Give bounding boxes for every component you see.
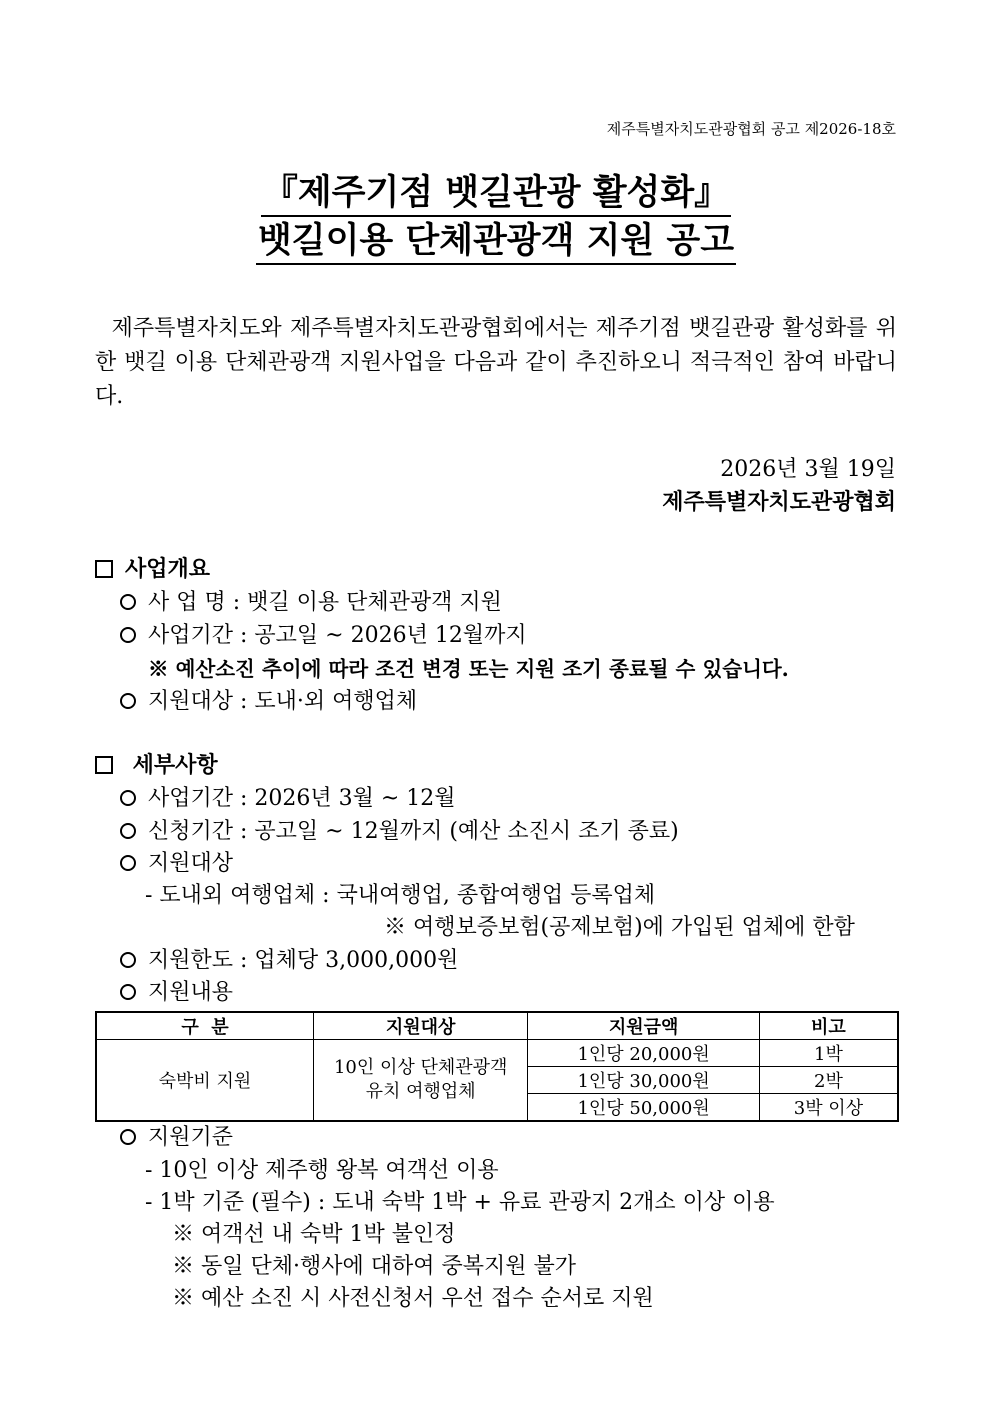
table-row	[96, 1040, 898, 1067]
criteria-label	[120, 1120, 233, 1151]
table-cell-note: 2박	[759, 1067, 898, 1094]
details-target-label	[120, 846, 233, 877]
details-period-text: 사업기간 : 2026년 3월 ~ 12월	[148, 786, 456, 811]
criteria-note-2: ※ 동일 단체·행사에 대하여 중복지원 불가	[172, 1254, 576, 1279]
table-cell-amount: 1인당 50,000원	[528, 1094, 759, 1122]
title-line-1	[0, 165, 992, 215]
details-target-note: ※ 여행보증보험(공제보험)에 가입된 업체에 한함	[384, 915, 855, 940]
overview-item-target-text: 지원대상 : 도내·외 여행업체	[148, 689, 418, 714]
overview-note: ※ 예산소진 추이에 따라 조건 변경 또는 지원 조기 종료될 수 있습니다.	[148, 657, 789, 681]
criteria-note-1: ※ 여객선 내 숙박 1박 불인정	[172, 1222, 456, 1247]
details-apply-period	[120, 814, 679, 845]
details-content-label-text: 지원내용	[148, 980, 234, 1005]
table-cell-amount: 1인당 30,000원	[528, 1067, 759, 1094]
overview-item-period	[120, 618, 527, 649]
details-apply-period-text: 신청기간 : 공고일 ~ 12월까지 (예산 소진시 조기 종료)	[148, 819, 679, 844]
table-header-note: 비고	[759, 1012, 898, 1040]
circle-bullet-icon	[120, 1129, 136, 1145]
support-table	[95, 1011, 899, 1122]
circle-bullet-icon	[120, 693, 136, 709]
circle-bullet-icon	[120, 855, 136, 871]
criteria-line-1: - 10인 이상 제주행 왕복 여객선 이용	[145, 1158, 499, 1183]
circle-bullet-icon	[120, 790, 136, 806]
title-line-2-text: 뱃길이용 단체관광객 지원 공고	[256, 221, 736, 265]
section-details-title: 세부사항	[132, 752, 218, 778]
checkbox-square-icon	[95, 756, 113, 774]
details-content-label	[120, 975, 233, 1006]
details-target-detail: - 도내외 여행업체 : 국내여행업, 종합여행업 등록업체	[145, 883, 656, 908]
intro-text: 제주특별자치도와 제주특별자치도관광협회에서는 제주기점 뱃길관광 활성화를 위한 뱃길 이용 단체관광객 지원사업을 다음과 같이 추진하오니 적극적인 참여 바랍니다.	[95, 316, 897, 409]
table-header-target: 지원대상	[313, 1012, 527, 1040]
details-limit-text: 지원한도 : 업체당 3,000,000원	[148, 948, 459, 973]
circle-bullet-icon	[120, 594, 136, 610]
overview-item-target	[120, 684, 417, 715]
notice-number: 제주특별자치도관광협회 공고 제2026-18호	[606, 120, 896, 138]
criteria-line-2: - 1박 기준 (필수) : 도내 숙박 1박 + 유료 관광지 2개소 이상 이용	[145, 1190, 775, 1215]
table-header-row	[96, 1012, 898, 1040]
table-cell-note: 1박	[759, 1040, 898, 1067]
organization-name: 제주특별자치도관광협회	[662, 489, 896, 515]
section-details-heading	[95, 748, 218, 779]
circle-bullet-icon	[120, 984, 136, 1000]
notice-date: 2026년 3월 19일	[720, 457, 896, 482]
table-header-category: 구 분	[96, 1012, 313, 1040]
criteria-note-3: ※ 예산 소진 시 사전신청서 우선 접수 순서로 지원	[172, 1286, 654, 1311]
circle-bullet-icon	[120, 823, 136, 839]
intro-paragraph	[95, 312, 897, 414]
overview-item-name	[120, 585, 502, 616]
overview-item-name-text: 사 업 명 : 뱃길 이용 단체관광객 지원	[148, 590, 502, 615]
criteria-label-text: 지원기준	[148, 1125, 234, 1150]
table-cell-target	[313, 1040, 527, 1122]
checkbox-square-icon	[95, 560, 113, 578]
section-overview-title: 사업개요	[125, 556, 211, 582]
table-cell-target-line2: 유치 여행업체	[365, 1081, 476, 1102]
details-limit	[120, 943, 458, 974]
overview-item-period-text: 사업기간 : 공고일 ~ 2026년 12월까지	[148, 623, 527, 648]
table-cell-amount: 1인당 20,000원	[528, 1040, 759, 1067]
table-cell-note: 3박 이상	[759, 1094, 898, 1122]
section-overview-heading	[95, 552, 210, 583]
details-target-label-text: 지원대상	[148, 851, 234, 876]
table-header-amount: 지원금액	[528, 1012, 759, 1040]
table-cell-target-line1: 10인 이상 단체관광객	[333, 1057, 508, 1078]
circle-bullet-icon	[120, 627, 136, 643]
title-line-2	[0, 213, 992, 263]
title-line-1-text: 『제주기점 뱃길관광 활성화』	[261, 173, 731, 217]
details-period	[120, 781, 456, 812]
table-cell-category: 숙박비 지원	[96, 1040, 313, 1122]
circle-bullet-icon	[120, 952, 136, 968]
